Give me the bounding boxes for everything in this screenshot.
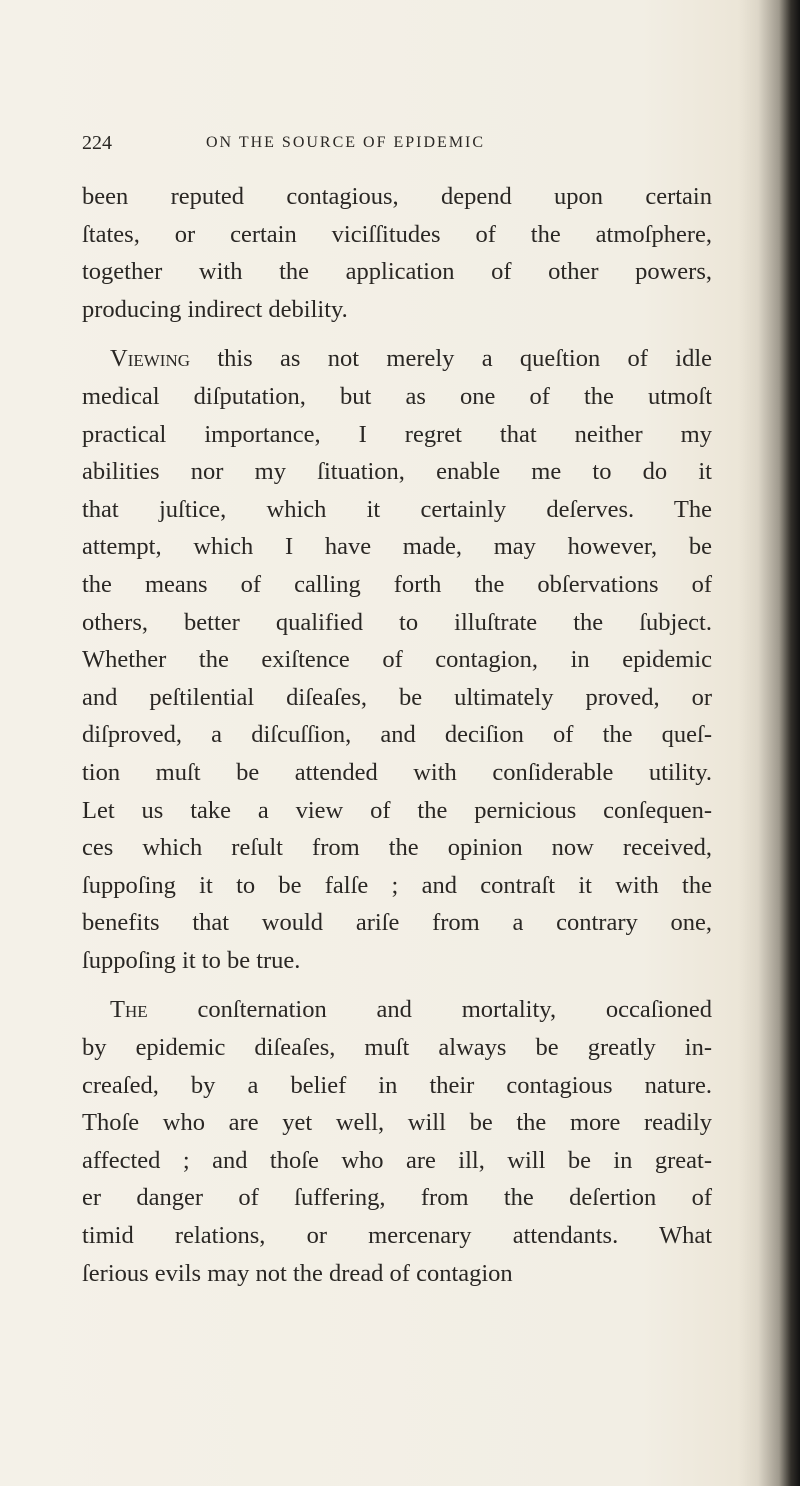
paragraph-1 — [82, 178, 712, 328]
text-line: Thoſe who are yet well, will be the more readily — [82, 1109, 712, 1137]
paragraph-lead-word: Viewing — [110, 345, 190, 373]
running-title: ON THE SOURCE OF EPIDEMIC — [206, 134, 486, 151]
text-line: by epidemic diſeaſes, muſt always be greatly in- — [82, 1034, 712, 1062]
paragraph-2 — [82, 340, 712, 979]
text-line: ſerious evils may not the dread of contagion — [82, 1259, 513, 1287]
text-line: tion muſt be attended with conſiderable utility. — [82, 758, 712, 786]
body-text — [82, 178, 712, 1292]
text-line: the means of calling forth the obſervations of — [82, 570, 712, 598]
page-number: 224 — [82, 132, 112, 154]
text-line: timid relations, or mercenary attendants. What — [82, 1222, 712, 1250]
text-line: Let us take a view of the pernicious conſequen- — [82, 796, 712, 824]
text-line: affected ; and thoſe who are ill, will be in great- — [82, 1146, 712, 1174]
text-line: benefits that would ariſe from a contrary one, — [82, 909, 712, 937]
text-line — [82, 991, 712, 1029]
paragraph-3 — [82, 991, 712, 1292]
text-line: creaſed, by a belief in their contagious nature. — [82, 1071, 712, 1099]
paragraph-lead-word: The — [110, 996, 148, 1024]
text-line: practical importance, I regret that neither my — [82, 420, 712, 448]
text-line: ces which reſult from the opinion now received, — [82, 834, 712, 862]
text-line-rest: conſternation and mortality, occaſioned — [147, 996, 712, 1024]
text-line: and peſtilential diſeaſes, be ultimately proved, or — [82, 683, 712, 711]
text-line: producing indirect debility. — [82, 295, 348, 323]
text-line: others, better qualified to illuſtrate the ſubject. — [82, 608, 712, 636]
text-line: diſproved, a diſcuſſion, and deciſion of the queſ- — [82, 721, 712, 749]
text-line: ſuppoſing it to be falſe ; and contraſt it with the — [82, 871, 712, 899]
text-line-rest: this as not merely a queſtion of idle — [190, 345, 712, 373]
text-line: medical diſputation, but as one of the utmoſt — [82, 382, 712, 410]
text-line: ſtates, or certain viciſſitudes of the atmoſphere, — [82, 220, 712, 248]
running-head — [82, 132, 702, 162]
text-line: been reputed contagious, depend upon certain — [82, 183, 712, 210]
page-binding-shadow — [740, 0, 800, 1486]
text-line: together with the application of other powers, — [82, 258, 712, 286]
text-line: that juſtice, which it certainly deſerves. The — [82, 495, 712, 523]
text-line: abilities nor my ſituation, enable me to do it — [82, 458, 712, 486]
text-line: ſuppoſing it to be true. — [82, 946, 301, 974]
text-line: attempt, which I have made, may however, be — [82, 533, 712, 561]
text-line: Whether the exiſtence of contagion, in epidemic — [82, 646, 712, 674]
text-line: er danger of ſuffering, from the deſertion of — [82, 1184, 712, 1212]
text-line — [82, 340, 712, 378]
